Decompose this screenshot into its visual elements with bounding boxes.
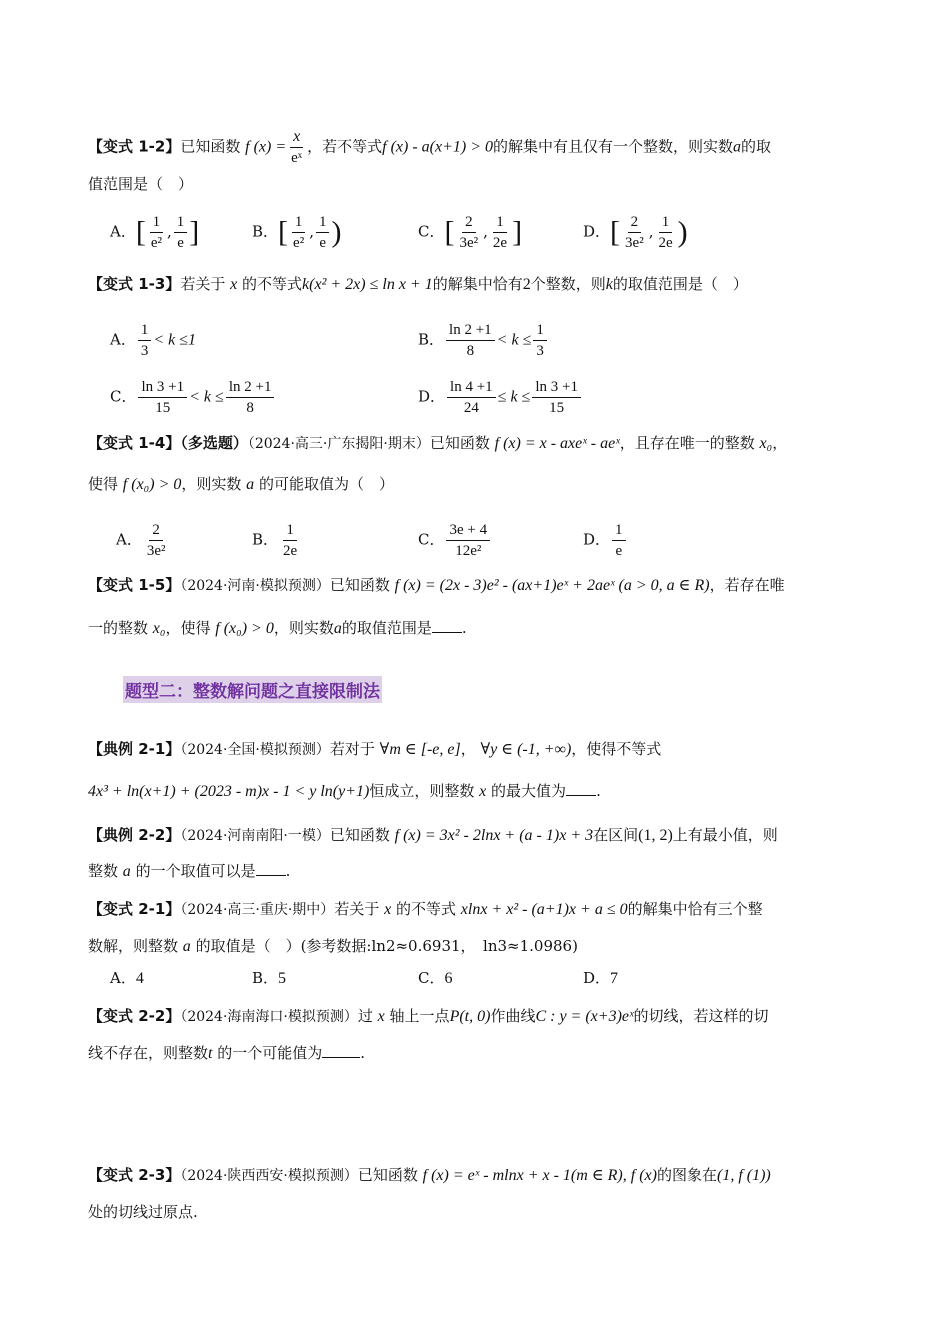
problem-tag: 【典例 2-2】: [88, 826, 181, 844]
problem-v1-3-line1: 【变式 1-3】若关于 x 的不等式k(x² + 2x) ≤ ln x + 1的解集中恰有2个整数，则k的取值范围是（ ）: [88, 275, 748, 293]
problem-v1-2-line1: [88, 127, 890, 168]
math-var: a: [733, 138, 742, 156]
math-expression: k(x² + 2x) ≤ ln x + 1: [302, 276, 433, 293]
problem-tag: 【变式 1-5】: [88, 576, 181, 594]
option-a: A．[ $\frac{1}{\text{e²}}$ , $\frac{1}{e}$ ]: [110, 214, 200, 251]
problem-v1-2-line2: 值范围是（ ）: [88, 175, 194, 193]
answer-blank: [256, 859, 286, 876]
math-expression: C : y = (x+3)eˣ: [535, 1008, 634, 1025]
problem-tag: 【变式 1-3】: [88, 275, 181, 293]
option-c: C． $\frac{3e + 4}{\text{12e²}}$: [418, 520, 492, 561]
text: 的解集中有且仅有一个整数，则实数: [493, 137, 734, 156]
answer-blank: [432, 616, 462, 633]
problem-d2-1-line2: 4x³ + ln(x+1) + (2023 - m)x - 1 < y ln(y+1)恒成立，则整数 x 的最大值为 .: [88, 779, 890, 804]
option-b: B．[ $\frac{1}{\text{e²}}$ , $\frac{1}{e}$ ): [252, 214, 342, 251]
problem-v2-1-line2: 数解，则整数 a 的取值是（ ）(参考数据:ln2≈0.6931， ln3≈1.0986): [88, 937, 578, 955]
option-c: C．6: [418, 969, 453, 987]
option-b: B．5: [252, 969, 287, 987]
answer-blank: [566, 779, 596, 796]
option-b: B． $\frac{\ln 2 +1}{8}$ < k ≤ $\frac{1}{3}$: [418, 320, 549, 361]
option-c: C． $\frac{\ln 3 +1}{15}$ < k ≤ $\frac{\ln 2 +1}{8}$: [110, 377, 276, 418]
problem-v2-3-line1: 【变式 2-3】（2024·陕西西安·模拟预测）已知函数 f (x) = eˣ - mlnx + x - 1(m ∈ R), f (x)的图象在(1, f (1)): [88, 1166, 771, 1184]
problem-v1-5-line2: 一的整数 x₀，使得 f (x₀) > 0，则实数a的取值范围是 .: [88, 616, 890, 641]
option-d: D． $\frac{\ln 4 +1}{24}$ ≤ k ≤ $\frac{\ln 3 +1}{15}$: [418, 377, 583, 418]
text: 的取: [741, 137, 772, 156]
problem-v1-4-line2: 使得 f (x₀) > 0，则实数 a 的可能取值为（ ）: [88, 475, 394, 493]
math-expression: f (x) = 3x² - 2lnx + (a - 1)x + 3: [394, 827, 594, 844]
math-expression: f (x) = x - axeˣ - aeˣ: [494, 435, 620, 452]
option-c: C．[ $\frac{2}{\text{3e²}}$ , $\frac{1}{2e}$ ]: [418, 214, 523, 251]
problem-tag: 【变式 2-1】: [88, 900, 181, 918]
problem-v2-3-line2: 处的切线过原点.: [88, 1203, 198, 1221]
problem-d2-1-line1: 【典例 2-1】（2024·全国·模拟预测）若对于 ∀m ∈ [-e, e]， ∀y ∈ (-1, +∞)，使得不等式: [88, 740, 662, 758]
text: ，若不等式: [307, 137, 383, 156]
problem-v2-1-line1: 【变式 2-1】（2024·高三·重庆·期中）若关于 x 的不等式 xlnx + x² - (a+1)x + a ≤ 0的解集中恰有三个整: [88, 900, 763, 918]
text: 已知函数: [180, 137, 241, 156]
problem-d2-2-line1: 【典例 2-2】（2024·河南南阳·一模）已知函数 f (x) = 3x² - 2lnx + (a - 1)x + 3在区间(1, 2)上有最小值，则: [88, 826, 778, 844]
problem-tag: 【变式 1-4】: [88, 434, 181, 452]
option-d: D．7: [583, 969, 619, 987]
problem-tag: 【变式 1-2】: [88, 137, 181, 156]
problem-v2-2-line2: 线不存在，则整数t 的一个可能值为 .: [88, 1041, 890, 1066]
option-d: D．[ $\frac{2}{\text{3e²}}$ , $\frac{1}{2e}$ ): [583, 214, 688, 251]
problem-v2-2-line1: 【变式 2-2】（2024·海南海口·模拟预测）过 x 轴上一点P(t, 0)作曲线C : y = (x+3)eˣ的切线，若这样的切: [88, 1007, 769, 1025]
answer-blank: [322, 1041, 360, 1058]
problem-v1-4-line1: 【变式 1-4】（多选题）（2024·高三·广东揭阳·期末）已知函数 f (x) = x - axeˣ - aeˣ，且存在唯一的整数 x₀，: [88, 434, 788, 452]
option-d: D． $\frac{1}{e}$: [583, 520, 628, 561]
math-expression: f (x) = eˣ - mlnx + x - 1(m ∈ R), f (x): [422, 1167, 657, 1184]
option-a: A．4: [110, 969, 144, 987]
problem-d2-2-line2: 整数 a 的一个取值可以是 .: [88, 859, 890, 884]
option-a: A． $\frac{1}{3}$ < k ≤1: [110, 322, 197, 359]
problem-tag: 【变式 2-3】: [88, 1166, 181, 1184]
math-expression: 4x³ + ln(x+1) + (2023 - m)x - 1 < y ln(y+1): [88, 783, 370, 800]
problem-v1-5-line1: 【变式 1-5】（2024·河南·模拟预测）已知函数 f (x) = (2x - 3)e² - (ax+1)eˣ + 2aeˣ (a > 0, a ∈ R)，若存在唯: [88, 576, 785, 594]
section-heading: 题型二：整数解问题之直接限制法: [123, 676, 382, 703]
math-expression: xlnx + x² - (a+1)x + a ≤ 0: [460, 901, 628, 918]
option-a: A． $\frac{2}{\text{3e²}}$: [116, 522, 166, 559]
fraction: $\frac{x}{\text{eˣ}}$: [291, 128, 303, 166]
math-expression: f (x) =: [245, 138, 287, 156]
option-b: B． $\frac{1}{2e}$: [252, 522, 298, 559]
problem-tag: 【变式 2-2】: [88, 1007, 181, 1025]
problem-tag: 【典例 2-1】: [88, 740, 181, 758]
math-expression: f (x) = (2x - 3)e² - (ax+1)eˣ + 2aeˣ (a > 0, a ∈ R): [394, 577, 710, 594]
math-expression: f (x) - a(x+1) > 0: [382, 138, 494, 156]
